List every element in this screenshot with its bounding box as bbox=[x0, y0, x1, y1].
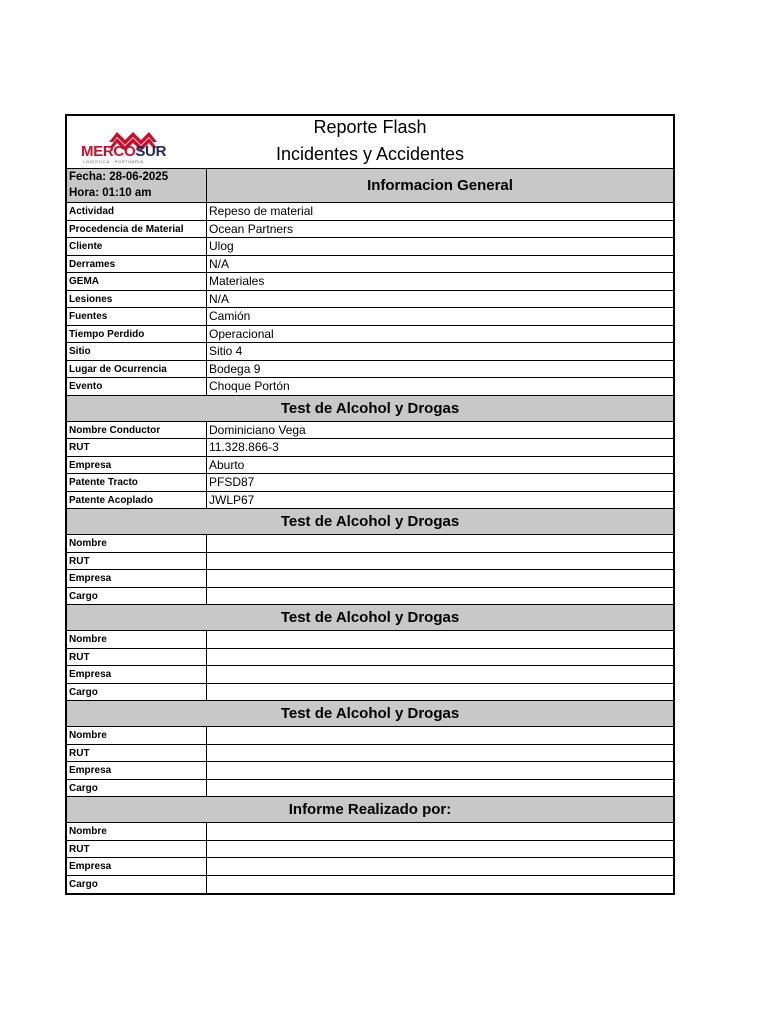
table-row bbox=[67, 631, 673, 649]
table-row bbox=[67, 588, 673, 606]
row-label: Patente Acoplado bbox=[67, 492, 207, 509]
table-row bbox=[67, 439, 673, 457]
table-row bbox=[67, 457, 673, 475]
row-value[interactable] bbox=[207, 631, 673, 648]
table-row bbox=[67, 361, 673, 379]
row-value[interactable] bbox=[207, 684, 673, 701]
row-value[interactable] bbox=[207, 570, 673, 587]
row-value[interactable] bbox=[207, 649, 673, 666]
row-label: Cargo bbox=[67, 684, 207, 701]
row-label: Nombre bbox=[67, 631, 207, 648]
row-value[interactable] bbox=[207, 762, 673, 779]
general-rows bbox=[67, 203, 673, 396]
row-value[interactable]: Materiales bbox=[209, 274, 265, 288]
row-value[interactable] bbox=[207, 876, 673, 894]
row-value[interactable]: 11.328.866-3 bbox=[209, 440, 279, 454]
row-label: Empresa bbox=[67, 666, 207, 683]
section-title: Test de Alcohol y Drogas bbox=[67, 701, 673, 727]
row-label: Nombre Conductor bbox=[67, 422, 207, 439]
row-value[interactable] bbox=[207, 727, 673, 744]
section-title: Informacion General bbox=[207, 169, 673, 202]
table-row bbox=[67, 762, 673, 780]
table-row bbox=[67, 684, 673, 702]
row-value[interactable] bbox=[207, 745, 673, 762]
row-label: RUT bbox=[67, 841, 207, 858]
row-value[interactable] bbox=[207, 780, 673, 797]
table-row bbox=[67, 308, 673, 326]
row-label: RUT bbox=[67, 649, 207, 666]
table-row bbox=[67, 203, 673, 221]
table-row bbox=[67, 492, 673, 510]
table-row bbox=[67, 256, 673, 274]
row-value[interactable]: JWLP67 bbox=[209, 492, 255, 507]
row-value[interactable]: N/A bbox=[209, 291, 230, 306]
row-value[interactable]: Bodega 9 bbox=[209, 361, 261, 376]
report-time: Hora: 01:10 am bbox=[69, 187, 152, 199]
report-header bbox=[67, 116, 673, 169]
section-title: Test de Alcohol y Drogas bbox=[67, 396, 673, 422]
row-value[interactable]: Ocean Partners bbox=[209, 221, 294, 236]
row-label: Empresa bbox=[67, 858, 207, 875]
report-subtitle: Incidentes y Accidentes bbox=[275, 144, 465, 164]
table-row bbox=[67, 858, 673, 876]
row-value[interactable] bbox=[207, 823, 673, 840]
row-label: Sitio bbox=[67, 343, 207, 360]
row-label: GEMA bbox=[67, 273, 207, 290]
row-value[interactable] bbox=[207, 588, 673, 605]
table-row bbox=[67, 422, 673, 440]
row-label: Empresa bbox=[67, 570, 207, 587]
table-row bbox=[67, 649, 673, 667]
table-row bbox=[67, 378, 673, 396]
logo-tagline: LOGISTICA · PORTUARIA bbox=[83, 159, 144, 164]
row-label: RUT bbox=[67, 745, 207, 762]
row-value[interactable]: Dominiciano Vega bbox=[209, 422, 306, 437]
row-label: Lugar de Ocurrencia bbox=[67, 361, 207, 378]
row-value[interactable]: Choque Portón bbox=[209, 379, 290, 393]
row-value[interactable]: Repeso de material bbox=[209, 204, 314, 218]
logo-wordmark-part2: SUR bbox=[135, 143, 167, 160]
row-label: Cargo bbox=[67, 588, 207, 605]
row-value[interactable]: Operacional bbox=[209, 326, 274, 341]
section-title: Informe Realizado por: bbox=[67, 797, 673, 823]
row-label: Procedencia de Material bbox=[67, 221, 207, 238]
table-row bbox=[67, 570, 673, 588]
row-label: Nombre bbox=[67, 727, 207, 744]
row-label: Empresa bbox=[67, 762, 207, 779]
informe-rows bbox=[67, 823, 673, 893]
row-label: Nombre bbox=[67, 535, 207, 552]
table-row bbox=[67, 535, 673, 553]
row-value[interactable] bbox=[207, 553, 673, 570]
table-row bbox=[67, 666, 673, 684]
date-time-cell bbox=[67, 169, 207, 202]
row-label: Evento bbox=[67, 378, 207, 395]
test3-rows bbox=[67, 631, 673, 701]
row-value[interactable]: Ulog bbox=[209, 239, 234, 253]
general-section-header bbox=[67, 169, 673, 203]
test1-rows bbox=[67, 422, 673, 510]
section-title: Test de Alcohol y Drogas bbox=[67, 509, 673, 535]
row-label: Cliente bbox=[67, 238, 207, 255]
table-row bbox=[67, 326, 673, 344]
section-title: Test de Alcohol y Drogas bbox=[67, 605, 673, 631]
row-label: RUT bbox=[67, 553, 207, 570]
row-label: Empresa bbox=[67, 457, 207, 474]
row-label: Fuentes bbox=[67, 308, 207, 325]
row-value[interactable] bbox=[207, 666, 673, 683]
table-row bbox=[67, 343, 673, 361]
row-label: RUT bbox=[67, 439, 207, 456]
row-label: Derrames bbox=[67, 256, 207, 273]
row-label: Lesiones bbox=[67, 291, 207, 308]
row-label: Nombre bbox=[67, 823, 207, 840]
report-title: Reporte Flash bbox=[313, 117, 427, 137]
table-row bbox=[67, 291, 673, 309]
row-value[interactable] bbox=[207, 535, 673, 552]
logo-wordmark-part1: MERCO bbox=[81, 143, 136, 160]
table-row bbox=[67, 841, 673, 859]
report-date: Fecha: 28-06-2025 bbox=[69, 171, 169, 183]
row-value[interactable]: Sitio 4 bbox=[209, 344, 243, 358]
row-label: Patente Tracto bbox=[67, 474, 207, 491]
report-sheet bbox=[65, 114, 675, 895]
table-row bbox=[67, 745, 673, 763]
row-value[interactable]: Aburto bbox=[209, 457, 245, 472]
row-label: Cargo bbox=[67, 876, 207, 894]
table-row bbox=[67, 553, 673, 571]
row-value[interactable] bbox=[207, 841, 673, 858]
table-row bbox=[67, 474, 673, 492]
table-row bbox=[67, 780, 673, 798]
table-row bbox=[67, 238, 673, 256]
table-row bbox=[67, 727, 673, 745]
table-row bbox=[67, 876, 673, 894]
table-row bbox=[67, 273, 673, 291]
test2-rows bbox=[67, 535, 673, 605]
table-row bbox=[67, 823, 673, 841]
row-label: Actividad bbox=[67, 203, 207, 220]
row-value[interactable]: Camión bbox=[209, 309, 251, 323]
row-value[interactable]: N/A bbox=[209, 256, 230, 271]
row-label: Cargo bbox=[67, 780, 207, 797]
table-row bbox=[67, 221, 673, 239]
row-value[interactable]: PFSD87 bbox=[209, 475, 255, 489]
row-value[interactable] bbox=[207, 858, 673, 875]
row-label: Tiempo Perdido bbox=[67, 326, 207, 343]
test4-rows bbox=[67, 727, 673, 797]
